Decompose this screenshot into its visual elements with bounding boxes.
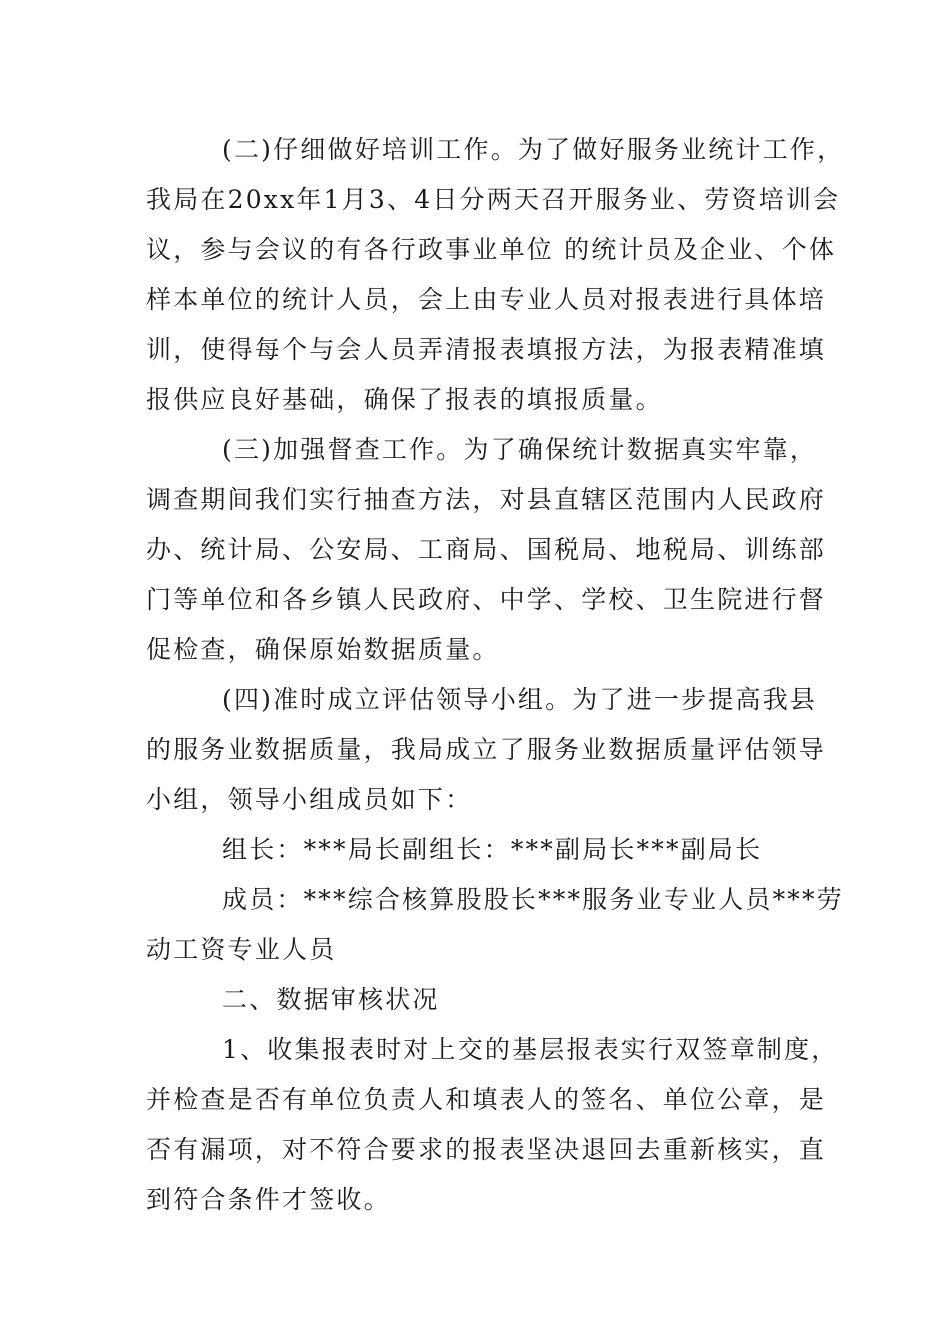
paragraph-3-line-2: 调查期间我们实行抽查方法，对县直辖区范围内人民政府	[146, 485, 827, 514]
paragraph-2-line-5: 训，使得每个与会人员弄清报表填报方法，为报表精准填	[146, 335, 827, 364]
paragraph-3-line-5: 促检查，确保原始数据质量。	[146, 635, 500, 664]
paragraph-4-line-1: (四)准时成立评估领导小组。为了进一步提高我县	[222, 685, 818, 714]
paragraph-3-line-3: 办、统计局、公安局、工商局、国税局、地税局、训练部	[146, 535, 827, 564]
group-members-line-2: 动工资专业人员	[146, 935, 337, 964]
paragraph-4-line-2: 的服务业数据质量，我局成立了服务业数据质量评估领导	[146, 735, 827, 764]
paragraph-2-line-6: 报供应良好基础，确保了报表的填报质量。	[146, 385, 663, 414]
paragraph-3-line-4: 门等单位和各乡镇人民政府、中学、学校、卫生院进行督	[146, 585, 827, 614]
paragraph-2-line-4: 样本单位的统计人员，会上由专业人员对报表进行具体培	[146, 285, 827, 314]
item-1-line-2: 并检查是否有单位负责人和填表人的签名、单位公章，是	[146, 1085, 827, 1114]
section-heading: 二、数据审核状况	[222, 985, 440, 1014]
item-1-line-3: 否有漏项，对不符合要求的报表坚决退回去重新核实，直	[146, 1135, 827, 1164]
paragraph-4-line-3: 小组，领导小组成员如下：	[146, 785, 473, 814]
item-1-line-4: 到符合条件才签收。	[146, 1185, 391, 1214]
group-members-line-1: 成员：***综合核算股股长***服务业专业人员***劳	[222, 885, 844, 914]
group-leader-line: 组长：***局长副组长：***副局长***副局长	[222, 835, 763, 864]
item-1-line-1: 1、收集报表时对上交的基层报表实行双签章制度，	[222, 1035, 839, 1064]
paragraph-2-line-2: 我局在20xx年1月3、4日分两天召开服务业、劳资培训会	[146, 185, 841, 214]
paragraph-2-line-3: 议，参与会议的有各行政事业单位 的统计员及企业、个体	[146, 235, 837, 264]
paragraph-2-line-1: (二)仔细做好培训工作。为了做好服务业统计工作，	[222, 135, 845, 164]
paragraph-3-line-1: (三)加强督查工作。为了确保统计数据真实牢靠，	[222, 435, 818, 464]
